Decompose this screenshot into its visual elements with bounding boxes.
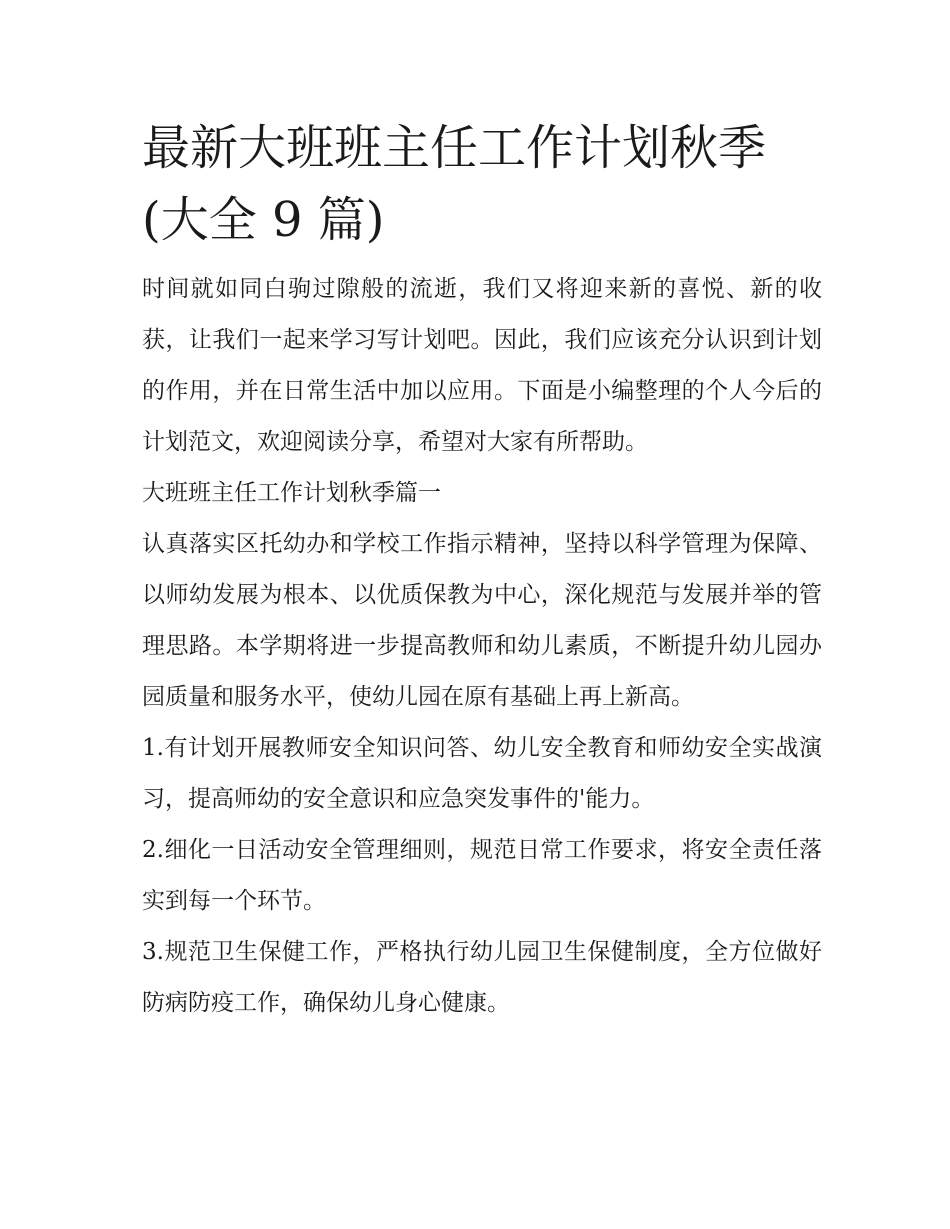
document-page (142, 112, 822, 1029)
intro-paragraph: 时间就如同白驹过隙般的流逝，我们又将迎来新的喜悦、新的收获，让我们一起来学习写计划吧。因此，我们应该充分认识到计划的作用，并在日常生活中加以应用。下面是小编整理的个人今后的计划范文，欢迎阅读分享，希望对大家有所帮助。 (142, 276, 822, 455)
list-item: 3.规范卫生保健工作，严格执行幼儿园卫生保健制度，全方位做好防病防疫工作，确保幼儿身心健康。 (142, 939, 822, 1016)
section-body-paragraph: 认真落实区托幼办和学校工作指示精神，坚持以科学管理为保障、以师幼发展为根本、以优质保教为中心，深化规范与发展并举的管理思路。本学期将进一步提高教师和幼儿素质，不断提升幼儿园办园质量和服务水平，使幼儿园在原有基础上再上新高。 (142, 531, 822, 710)
section-heading: 大班班主任工作计划秋季篇一 (142, 480, 441, 506)
list-item: 1.有计划开展教师安全知识问答、幼儿安全教育和师幼安全实战演习，提高师幼的安全意识和应急突发事件的'能力。 (142, 735, 822, 812)
document-title: 最新大班班主任工作计划秋季(大全 9 篇) (142, 120, 767, 248)
list-item: 2.细化一日活动安全管理细则，规范日常工作要求，将安全责任落实到每一个环节。 (142, 837, 822, 914)
